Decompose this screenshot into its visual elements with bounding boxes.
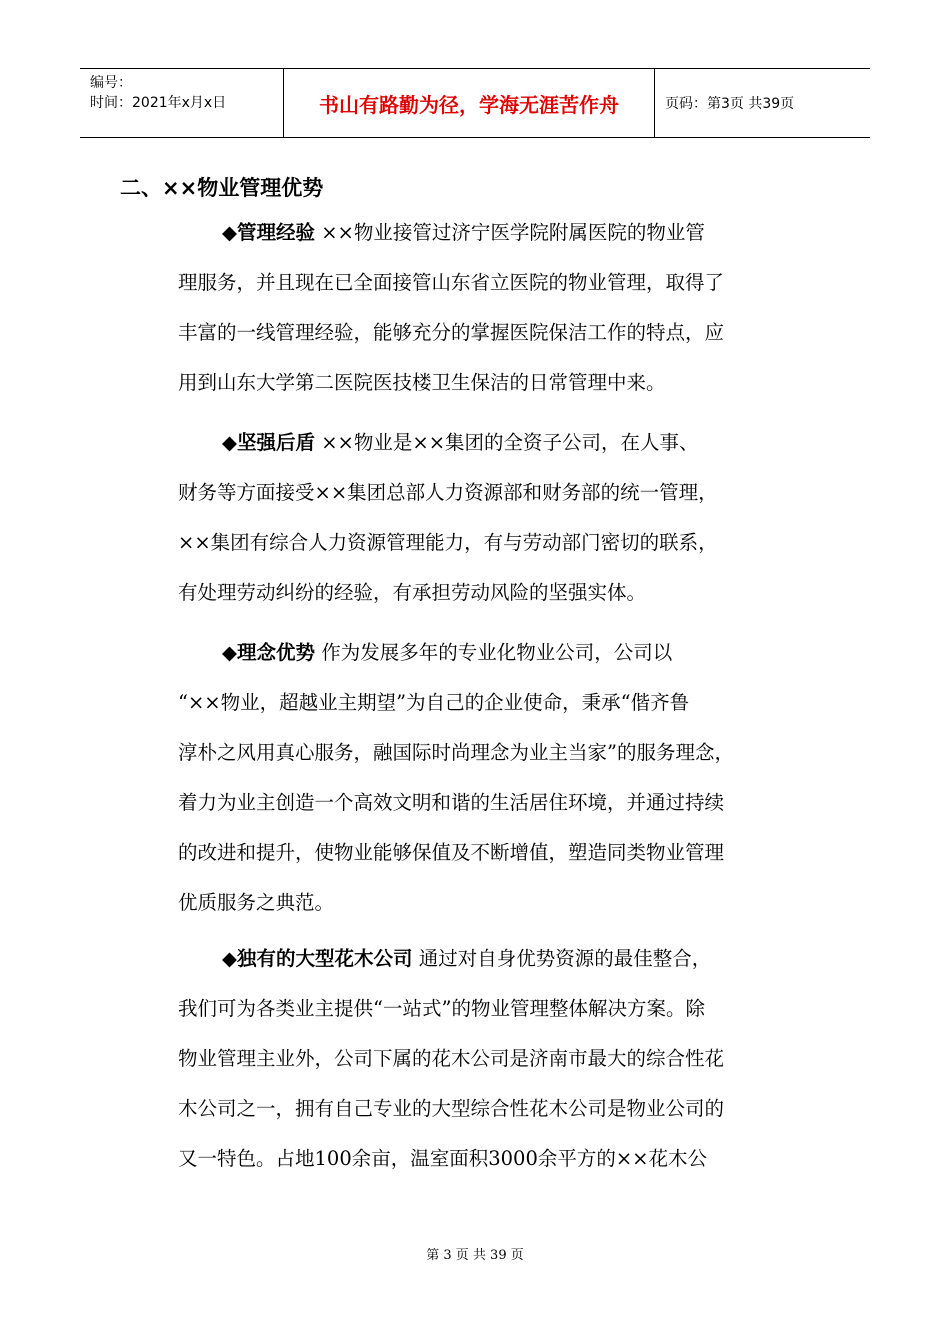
header-motto: 书山有路勤为径，学海无涯苦作舟 [283, 69, 655, 137]
paragraph-line: “××物业，超越业主期望”为自己的企业使命，秉承“偕齐鲁 [178, 691, 690, 714]
section-title: 二、××物业管理优势 [120, 176, 324, 200]
paragraph-line: 木公司之一，拥有自己专业的大型综合性花木公司是物业公司的 [178, 1097, 725, 1120]
paragraph-line: 用到山东大学第二医院医技楼卫生保洁的日常管理中来。 [178, 371, 666, 394]
paragraph-line: ××集团有综合人力资源管理能力，有与劳动部门密切的联系， [178, 531, 718, 554]
paragraph-line: 优质服务之典范。 [178, 891, 335, 914]
paragraph-text: 作为发展多年的专业化物业公司，公司以 [315, 641, 673, 664]
paragraph-line: 有处理劳动纠纷的经验，有承担劳动风险的坚强实体。 [178, 581, 647, 604]
paragraph-flower-company [178, 934, 818, 1184]
page-footer: 第 3 页 共 39 页 [426, 1248, 524, 1263]
header-table [80, 68, 870, 138]
paragraph-line: 又一特色。占地100余亩，温室面积3000余平方的××花木公 [178, 1147, 708, 1170]
header-meta [80, 69, 283, 137]
paragraph-management-experience [178, 208, 818, 408]
header-page-info: 页码：第3页 共39页 [665, 96, 795, 112]
paragraph-line: 丰富的一线管理经验，能够充分的掌握医院保洁工作的特点，应 [178, 321, 725, 344]
paragraph-lead: ◆独有的大型花木公司 [222, 947, 413, 970]
paragraph-concept-advantage [178, 628, 818, 928]
paragraph-text: ××物业是××集团的全资子公司，在人事、 [315, 431, 699, 454]
document-time-label: 时间：2021年x月x日 [90, 95, 227, 111]
paragraph-line [222, 934, 818, 984]
paragraph-line: 我们可为各类业主提供“一站式”的物业管理整体解决方案。除 [178, 997, 705, 1020]
paragraph-text: ××物业接管过济宁医学院附属医院的物业管 [315, 221, 705, 244]
paragraph-strong-backing [178, 418, 818, 618]
paragraph-line [222, 628, 818, 678]
paragraph-line: 淳朴之风用真心服务，融国际时尚理念为业主当家”的服务理念， [178, 741, 734, 764]
paragraph-text: 通过对自身优势资源的最佳整合， [412, 947, 712, 970]
paragraph-line [222, 208, 818, 258]
paragraph-lead: ◆管理经验 [222, 221, 315, 244]
paragraph-lead: ◆理念优势 [222, 641, 315, 664]
paragraph-line [222, 418, 818, 468]
paragraph-line: 财务等方面接受××集团总部人力资源部和财务部的统一管理， [178, 481, 718, 504]
paragraph-line: 的改进和提升，使物业能够保值及不断增值，塑造同类物业管理 [178, 841, 725, 864]
document-number-label: 编号： [90, 75, 132, 91]
paragraph-line: 物业管理主业外，公司下属的花木公司是济南市最大的综合性花 [178, 1047, 725, 1070]
paragraph-line: 着力为业主创造一个高效文明和谐的生活居住环境，并通过持续 [178, 791, 725, 814]
paragraph-line: 理服务，并且现在已全面接管山东省立医院的物业管理，取得了 [178, 271, 725, 294]
paragraph-lead: ◆坚强后盾 [222, 431, 315, 454]
